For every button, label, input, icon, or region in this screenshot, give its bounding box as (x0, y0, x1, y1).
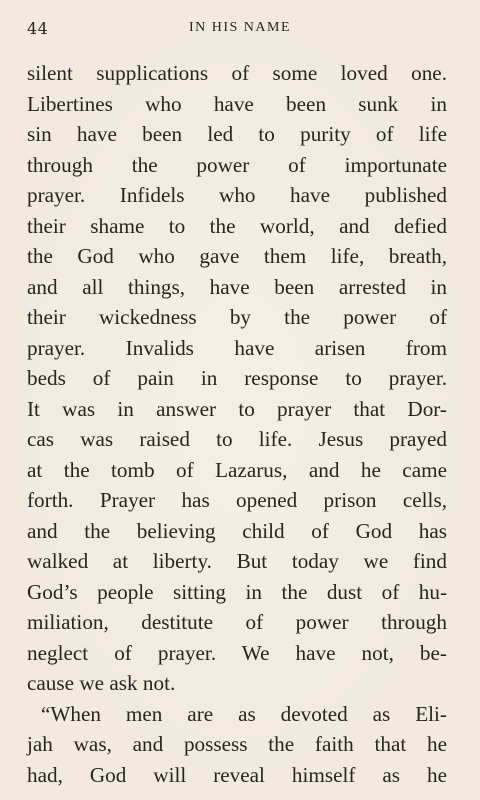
text-line: beds of pain in response to prayer. (27, 366, 447, 390)
page-number: 44 (27, 19, 49, 38)
text-line: their wickedness by the power of (27, 305, 447, 329)
running-head: IN HIS NAME (188, 20, 292, 35)
page-header (0, 19, 480, 43)
text-line: walked at liberty. But today we find (27, 549, 447, 573)
text-line: and the believing child of God has (27, 518, 447, 543)
text-line: jah was, and possess the faith that he (27, 732, 447, 756)
text-line: prayer. Invalids have arisen from (27, 335, 447, 360)
text-line: cause we ask not. (27, 671, 176, 695)
text-line: silent supplications of some loved one. (27, 61, 447, 85)
text-line: the God who gave them life, breath, (27, 244, 447, 268)
text-line: at the tomb of Lazarus, and he came (27, 457, 447, 482)
text-line: “When men are as devoted as Eli- (41, 701, 447, 726)
text-line: God’s people sitting in the dust of hu- (27, 579, 447, 604)
text-line: prayer. Infidels who have published (27, 183, 447, 207)
text-line: It was in answer to prayer that Dor- (27, 396, 447, 421)
text-line: cas was raised to life. Jesus prayed (27, 427, 447, 451)
text-line: forth. Prayer has opened prison cells, (27, 488, 447, 512)
text-line: had, God will reveal himself as he (27, 762, 447, 787)
text-line: and all things, have been arrested in (27, 274, 447, 299)
text-line: miliation, destitute of power through (27, 610, 447, 634)
text-line: through the power of importunate (27, 152, 447, 177)
text-line: Libertines who have been sunk in (27, 91, 447, 116)
text-line: neglect of prayer. We have not, be- (27, 640, 447, 665)
text-line: sin have been led to purity of life (27, 122, 447, 146)
text-line: their shame to the world, and defied (27, 213, 447, 238)
body-text (27, 58, 447, 790)
